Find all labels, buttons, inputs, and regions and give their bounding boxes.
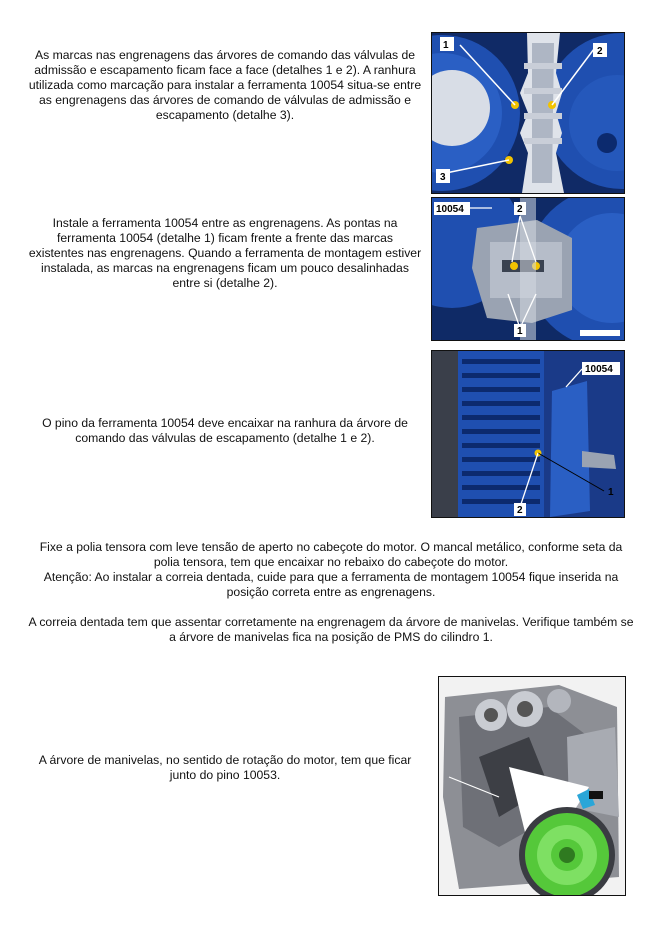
label-1: 1 — [608, 487, 614, 498]
camshaft-gears-illustration — [432, 33, 624, 193]
attention-text: Atenção: Ao instalar a correia dentada, cuide para que a ferramenta de montagem 10054 fique inserida na posição correta entre as engrenagens. — [43, 570, 619, 599]
figure-tool-pin — [431, 350, 625, 518]
section-1-text: As marcas nas engrenagens das árvores de comando das válvulas de admissão e escapamento ficam face a face (detalhes 1 e 2). A ranhura utilizada como marcação para instalar a ferramenta 10054 situa-se entre as engrenagens das árvores de comando de válvulas de admissão e escapamento (detalhe 3). — [28, 48, 422, 122]
figure-camshaft-marks — [431, 32, 625, 194]
belt-paragraph: A correia dentada tem que assentar corretamente na engrenagem da árvore de manivelas. Verifique também se a árvore de manivelas fica na posição de PMS do cilindro 1. — [28, 615, 634, 644]
tensioner-text: Fixe a polia tensora com leve tensão de aperto no cabeçote do motor. O mancal metálico, conforme seta da polia tensora, tem que encaixar no rebaixo do cabeçote do motor. — [39, 540, 623, 569]
label-2: 2 — [517, 505, 523, 516]
label-3: 3 — [440, 172, 446, 183]
section-3-text: O pino da ferramenta 10054 deve encaixar na ranhura da árvore de comando das válvulas de escapamento (detalhe 1 e 2). — [42, 416, 408, 445]
label-2: 2 — [597, 46, 603, 57]
tool-label: 10054 — [436, 204, 464, 215]
label-1: 1 — [443, 40, 449, 51]
figure-tool-installed — [431, 197, 625, 341]
tool-pin-illustration — [432, 351, 624, 517]
tool-10054-illustration — [432, 198, 624, 340]
label-1: 1 — [517, 326, 523, 337]
section-4-text: A árvore de manivelas, no sentido de rotação do motor, tem que ficar junto do pino 10053. — [38, 753, 412, 782]
figure-crankshaft — [438, 676, 626, 896]
tensioner-paragraph — [26, 540, 636, 600]
section-2-text: Instale a ferramenta 10054 entre as engrenagens. As pontas na ferramenta 10054 (detalhe 1) ficam frente a frente das marcas existentes nas engrenagens. Quando a ferramenta de montagem estiver instalada, as marcas na engrenagens ficam um pouco desalinhadas entre si (detalhe 2). — [28, 216, 422, 290]
tool-label: 10054 — [585, 364, 613, 375]
label-2: 2 — [517, 204, 523, 215]
engine-crankshaft-illustration — [439, 677, 625, 895]
